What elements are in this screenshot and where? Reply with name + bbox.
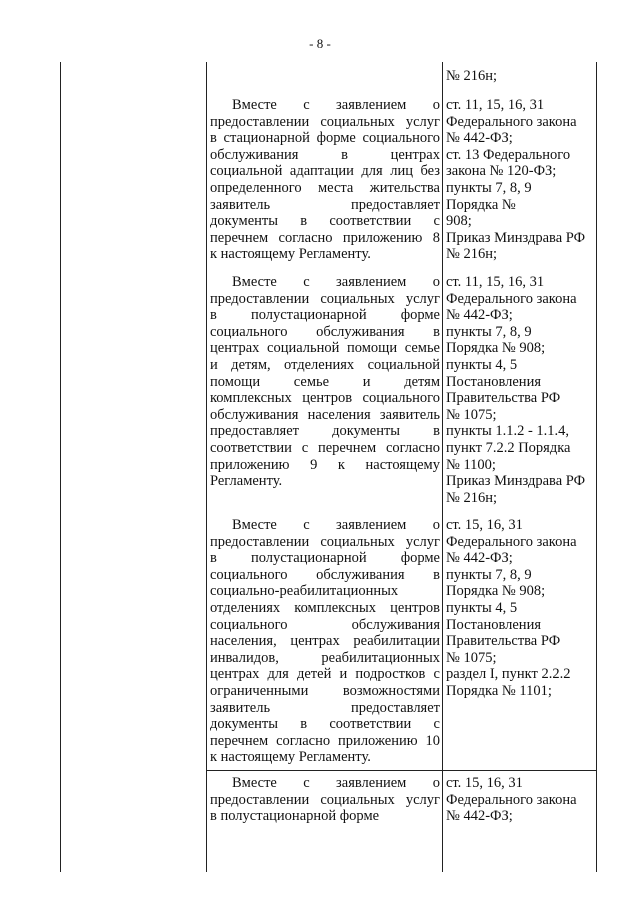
description-line: к настоящему Регламенту. xyxy=(210,749,371,766)
description-line: Вместе с заявлением о xyxy=(232,775,440,791)
description-line: в полустационарной форме xyxy=(210,808,380,825)
row-2-description xyxy=(210,274,440,490)
description-line: населения, центрах реабилитации xyxy=(210,633,440,650)
description-line: комплексных центров социального xyxy=(210,390,440,407)
legal-basis-line: пункты 7, 8, 9 xyxy=(446,179,532,196)
legal-basis-line: пункты 4, 5 xyxy=(446,356,518,373)
legal-basis-line: ст. 11, 15, 16, 31 xyxy=(446,274,545,290)
legal-basis-line: Порядка № 1101; xyxy=(446,682,552,699)
legal-basis-line: № 442-ФЗ; xyxy=(446,130,513,147)
legal-basis-line: № 1075; xyxy=(446,649,497,666)
legal-basis-line: 908; xyxy=(446,213,472,230)
description-line: перечнем согласно приложению 8 xyxy=(210,229,440,246)
legal-basis-line: пункты 7, 8, 9 xyxy=(446,323,532,340)
legal-basis-line: закона № 120-ФЗ; xyxy=(446,163,557,180)
legal-basis-line: Приказ Минздрава РФ xyxy=(446,473,586,490)
legal-basis-line: пункты 4, 5 xyxy=(446,599,518,616)
row-separator xyxy=(206,770,596,771)
description-line: Вместе с заявлением о xyxy=(232,274,440,290)
description-line: предоставлении социальных услуг xyxy=(210,791,440,808)
description-line: социального обслуживания xyxy=(210,616,440,633)
description-line: предоставлении социальных услуг xyxy=(210,113,440,130)
description-line: обслуживания в центрах xyxy=(210,146,440,163)
legal-basis-line: раздел I, пункт 2.2.2 xyxy=(446,666,571,683)
legal-basis-line: пункты 1.1.2 - 1.1.4, xyxy=(446,423,570,440)
row-2-legal-basis xyxy=(446,274,596,506)
description-line: центрах социальной помощи семье xyxy=(210,340,440,357)
legal-basis-line: № 442-ФЗ; xyxy=(446,550,513,567)
legal-basis-line: Федерального закона xyxy=(446,290,577,307)
description-line: предоставляет документы в xyxy=(210,423,440,440)
legal-basis-line: ст. 11, 15, 16, 31 xyxy=(446,97,545,113)
page-number: - 8 - xyxy=(309,36,331,51)
table-left-border xyxy=(60,62,61,872)
description-line: предоставлении социальных услуг xyxy=(210,290,440,307)
description-line: центрах для детей и подростков с xyxy=(210,666,440,683)
table-column-divider-1 xyxy=(206,62,207,872)
legal-basis-line: Федерального закона xyxy=(446,533,577,550)
legal-basis-line: № 1100; xyxy=(446,456,496,473)
legal-basis-line: Правительства РФ xyxy=(446,633,561,650)
description-line: в полустационарной форме xyxy=(210,550,440,567)
description-line: документы в соответствии с xyxy=(210,716,440,733)
description-line: инвалидов, реабилитационных xyxy=(210,649,440,666)
description-line: социальной адаптации для лиц без xyxy=(210,163,440,180)
legal-basis-line: № 1075; xyxy=(446,406,497,423)
description-line: отделениях комплексных центров xyxy=(210,599,440,616)
legal-basis-line: Федерального закона xyxy=(446,791,577,808)
legal-basis-line: № 442-ФЗ; xyxy=(446,307,513,324)
legal-basis-line: № 442-ФЗ; xyxy=(446,808,513,825)
row-3-description xyxy=(210,517,440,766)
description-line: Вместе с заявлением о xyxy=(232,97,440,113)
legal-basis-line: Правительства РФ xyxy=(446,390,561,407)
row-4-legal-basis xyxy=(446,775,596,825)
description-line: Регламенту. xyxy=(210,473,283,490)
description-line: ограниченными возможностями xyxy=(210,682,440,699)
description-line: обслуживания населения заявитель xyxy=(210,406,440,423)
legal-basis-line: пункты 7, 8, 9 xyxy=(446,566,532,583)
description-line: перечнем согласно приложению 10 xyxy=(210,732,440,749)
description-line: документы в соответствии с xyxy=(210,213,440,230)
legal-basis-line: Федерального закона xyxy=(446,113,577,130)
legal-basis-line: Постановления xyxy=(446,373,541,390)
row-1-description xyxy=(210,97,440,263)
legal-basis-line: Порядка № 908; xyxy=(446,583,546,600)
legal-basis-line: пункт 7.2.2 Порядка xyxy=(446,439,571,456)
legal-basis-line: ст. 13 Федерального xyxy=(446,146,571,163)
table-right-border xyxy=(596,62,597,872)
row-3-legal-basis xyxy=(446,517,596,700)
legal-basis-line: ст. 15, 16, 31 xyxy=(446,775,523,791)
description-line: определенного места жительства xyxy=(210,179,440,196)
description-line: заявитель предоставляет xyxy=(210,196,440,213)
description-line: социального обслуживания в xyxy=(210,566,440,583)
description-line: соответствии с перечнем согласно xyxy=(210,439,440,456)
description-line: заявитель предоставляет xyxy=(210,699,440,716)
legal-basis-line: Постановления xyxy=(446,616,541,633)
legal-basis-line: Порядка № 908; xyxy=(446,340,546,357)
description-line: социального обслуживания в xyxy=(210,323,440,340)
legal-basis-line: № 216н; xyxy=(446,68,497,84)
legal-basis-line: № 216н; xyxy=(446,489,497,506)
description-line: предоставлении социальных услуг xyxy=(210,533,440,550)
legal-basis-line: № 216н; xyxy=(446,246,497,263)
row-4-description xyxy=(210,775,440,825)
description-line: помощи семье и детям xyxy=(210,373,440,390)
description-line: в полустационарной форме xyxy=(210,307,440,324)
description-line: в стационарной форме социального xyxy=(210,130,440,147)
description-line: Вместе с заявлением о xyxy=(232,517,440,533)
row-0-right xyxy=(446,68,596,85)
legal-basis-line: ст. 15, 16, 31 xyxy=(446,517,523,533)
legal-basis-line: Порядка № xyxy=(446,196,516,213)
description-line: к настоящему Регламенту. xyxy=(210,246,371,263)
legal-basis-line: Приказ Минздрава РФ xyxy=(446,229,586,246)
row-1-legal-basis xyxy=(446,97,596,263)
table-column-divider-2 xyxy=(442,62,443,872)
description-line: и детям, отделениях социальной xyxy=(210,356,440,373)
description-line: социально-реабилитационных xyxy=(210,583,399,600)
description-line: приложению 9 к настоящему xyxy=(210,456,440,473)
